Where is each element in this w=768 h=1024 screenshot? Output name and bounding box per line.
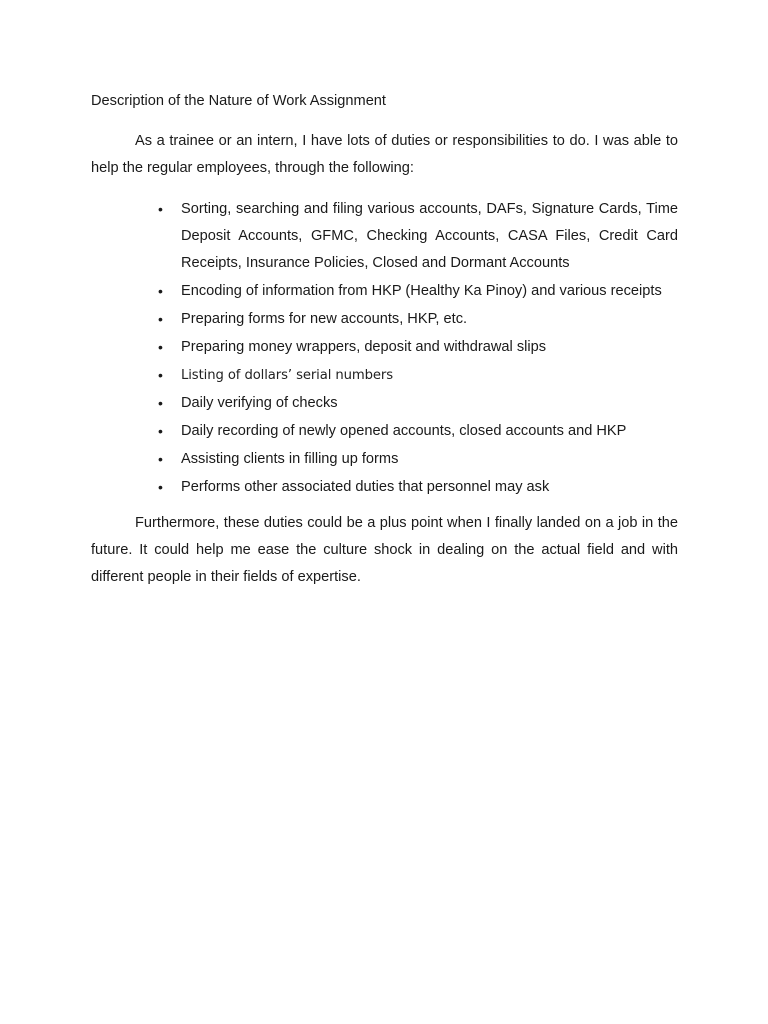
duty-text: Daily verifying of checks	[181, 395, 338, 411]
bullet-icon: •	[158, 201, 163, 217]
list-item	[158, 446, 678, 473]
duty-text: Sorting, searching and filing various accounts, DAFs, Signature Cards, Time Deposit Accounts, GFMC, Checking Accounts, CASA Files, Credit Card Receipts, Insurance Policies, Closed and Dormant Accounts	[181, 201, 678, 271]
document-title: Description of the Nature of Work Assignment	[91, 93, 386, 109]
bullet-icon: •	[158, 395, 163, 411]
intro-paragraph: As a trainee or an intern, I have lots of duties or responsibilities to do. I was able to help the regular employees, through the following:	[91, 133, 678, 176]
bullet-icon: •	[158, 283, 163, 299]
bullet-icon: •	[158, 311, 163, 327]
duty-text: Listing of dollars’ serial numbers	[181, 368, 394, 383]
bullet-icon: •	[158, 339, 163, 355]
duty-text: Assisting clients in filling up forms	[181, 451, 399, 467]
list-item	[158, 474, 678, 501]
list-item	[158, 334, 678, 361]
list-item	[158, 278, 678, 305]
duties-list	[158, 196, 678, 502]
bullet-icon: •	[158, 451, 163, 467]
closing-paragraph: Furthermore, these duties could be a plus point when I finally landed on a job in the future. It could help me ease the culture shock in dealing on the actual field and with different people in their fields of expertise.	[91, 515, 678, 585]
list-item	[158, 196, 678, 277]
bullet-icon: •	[158, 423, 163, 439]
bullet-icon: •	[158, 479, 163, 495]
list-item	[158, 362, 678, 389]
duty-text: Daily recording of newly opened accounts, closed accounts and HKP	[181, 423, 627, 439]
duty-text: Preparing forms for new accounts, HKP, etc.	[181, 311, 468, 327]
list-item	[158, 418, 678, 445]
duty-text: Performs other associated duties that personnel may ask	[181, 479, 550, 495]
list-item	[158, 390, 678, 417]
duty-text: Preparing money wrappers, deposit and withdrawal slips	[181, 339, 547, 355]
duty-text: Encoding of information from HKP (Healthy Ka Pinoy) and various receipts	[181, 283, 662, 299]
bullet-icon: •	[158, 367, 163, 383]
list-item	[158, 306, 678, 333]
